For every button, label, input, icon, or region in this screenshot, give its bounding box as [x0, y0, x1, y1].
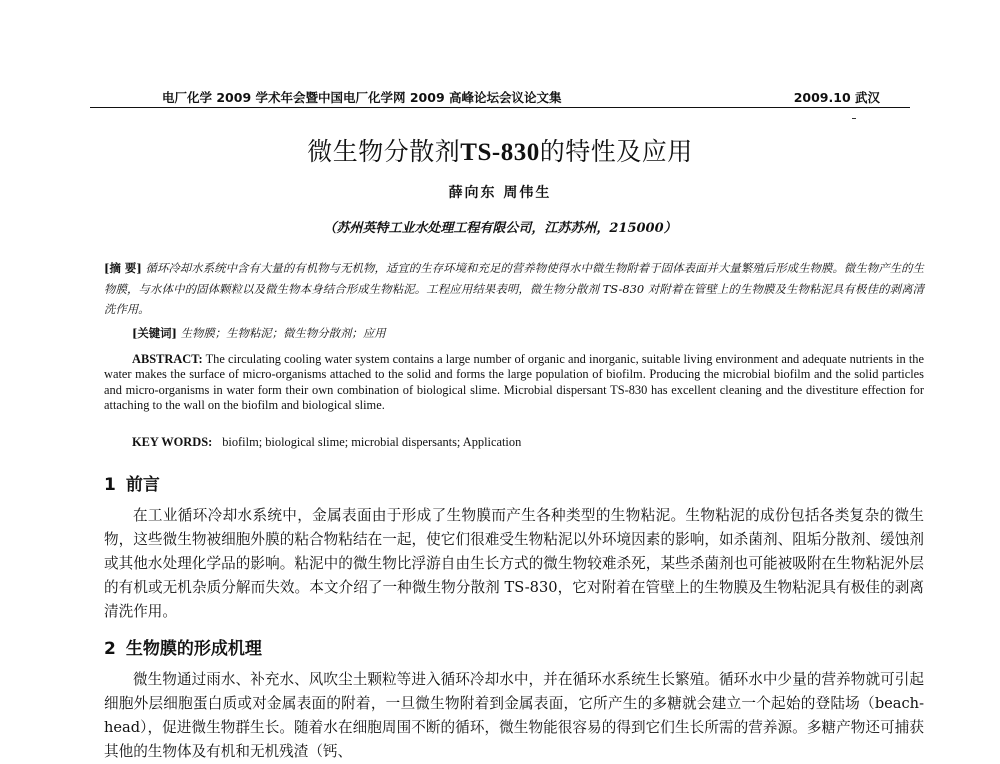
abstract-cn-text: 循环冷却水系统中含有大量的有机物与无机物，适宜的生存环境和充足的营养物使得水中微生物附着于固体表面并大量繁殖后形成生物膜。微生物产生的生物膜，与水体中的固体颗粒以及微生物本身结合形成生物粘泥。工程应用结果表明，微生物分散剂 TS-830 对附着在管壁上的生物膜及生物粘泥具有极佳的剥离清洗作用。 [104, 261, 924, 316]
header-proceedings-title: 电厂化学 2009 学术年会暨中国电厂化学网 2009 高峰论坛会议论文集 [162, 90, 562, 105]
section-heading-1 [104, 470, 160, 495]
paper-title [0, 132, 1000, 168]
abstract-en-label: ABSTRACT: [132, 352, 203, 366]
section-number: 2 [104, 639, 116, 659]
abstract-en [104, 352, 924, 413]
authors: 薛向东 周伟生 [448, 185, 552, 201]
keywords-cn-text: 生物膜；生物粘泥；微生物分散剂；应用 [176, 326, 386, 340]
keywords-en-label: KEY WORDS: [132, 435, 213, 449]
abstract-cn [104, 258, 924, 320]
section-title: 生物膜的形成机理 [125, 639, 262, 659]
keywords-en-text: biofilm; biological slime; microbial dispersants; Application [222, 435, 522, 449]
affiliation: （苏州英特工业水处理工程有限公司，江苏苏州，215000） [323, 221, 677, 236]
section-heading-2 [104, 634, 262, 659]
keywords-en [132, 435, 892, 450]
running-header [90, 88, 910, 106]
header-date-location: 2009.10 武汉 [793, 90, 880, 105]
keywords-cn-label: [关键词] [132, 326, 177, 340]
header-rule [90, 107, 910, 108]
title-part-tail: 的特性及应用 [539, 137, 693, 166]
section-body-1: 在工业循环冷却水系统中，金属表面由于形成了生物膜而产生各种类型的生物粘泥。生物粘泥的成份包括各类复杂的微生物，这些微生物被细胞外膜的粘合物粘结在一起，使它们很难受生物粘泥以外环境因素的影响，如杀菌剂、阻垢分散剂、缓蚀剂或其他水处理化学品的影响。粘泥中的微生物比浮游自由生长方式的微生物较难杀死，某些杀菌剂也可能被吸附在生物粘泥外层的有机或无机杂质分解而失效。本文介绍了一种微生物分散剂 TS-830，它对附着在管壁上的生物膜及生物粘泥具有极佳的剥离清洗作用。 [104, 507, 924, 620]
section-number: 1 [104, 475, 116, 495]
keywords-cn [132, 325, 892, 341]
section-title: 前言 [125, 475, 160, 495]
section-body-2: 微生物通过雨水、补充水、风吹尘土颗粒等进入循环冷却水中，并在循环水系统生长繁殖。循环水中少量的营养物就可引起细胞外层细胞蛋白质或对金属表面的附着，一旦微生物附着到金属表面，它所产生的多糖就会建立一个起始的登陆场（beach-head），促进微生物群生长。随着水在细胞周围不断的循环，微生物能很容易的得到它们生长所需的营养源。多糖产物还可捕获其他的生物体及有机和无机残渣（钙、 [104, 671, 924, 760]
abstract-en-text: The circulating cooling water system contains a large number of organic and inorganic, suitable living environment and adequate nutrients in the water makes the surface of micro-organisms attached to the solid and forms the large population of biofilm. Producing the microbial biofilm and the solid particles and micro-organisms in water form their own combination of biological slime. Microbial dispersant TS-830 has excellent cleaning and the divestiture effection for attaching to the wall on the biofilm and biological slime. [104, 352, 924, 412]
title-product-code: TS-830 [460, 139, 540, 166]
stray-mark [852, 118, 856, 119]
title-part-cn: 微生物分散剂 [307, 137, 461, 166]
abstract-cn-label: [摘 要] [104, 261, 142, 275]
